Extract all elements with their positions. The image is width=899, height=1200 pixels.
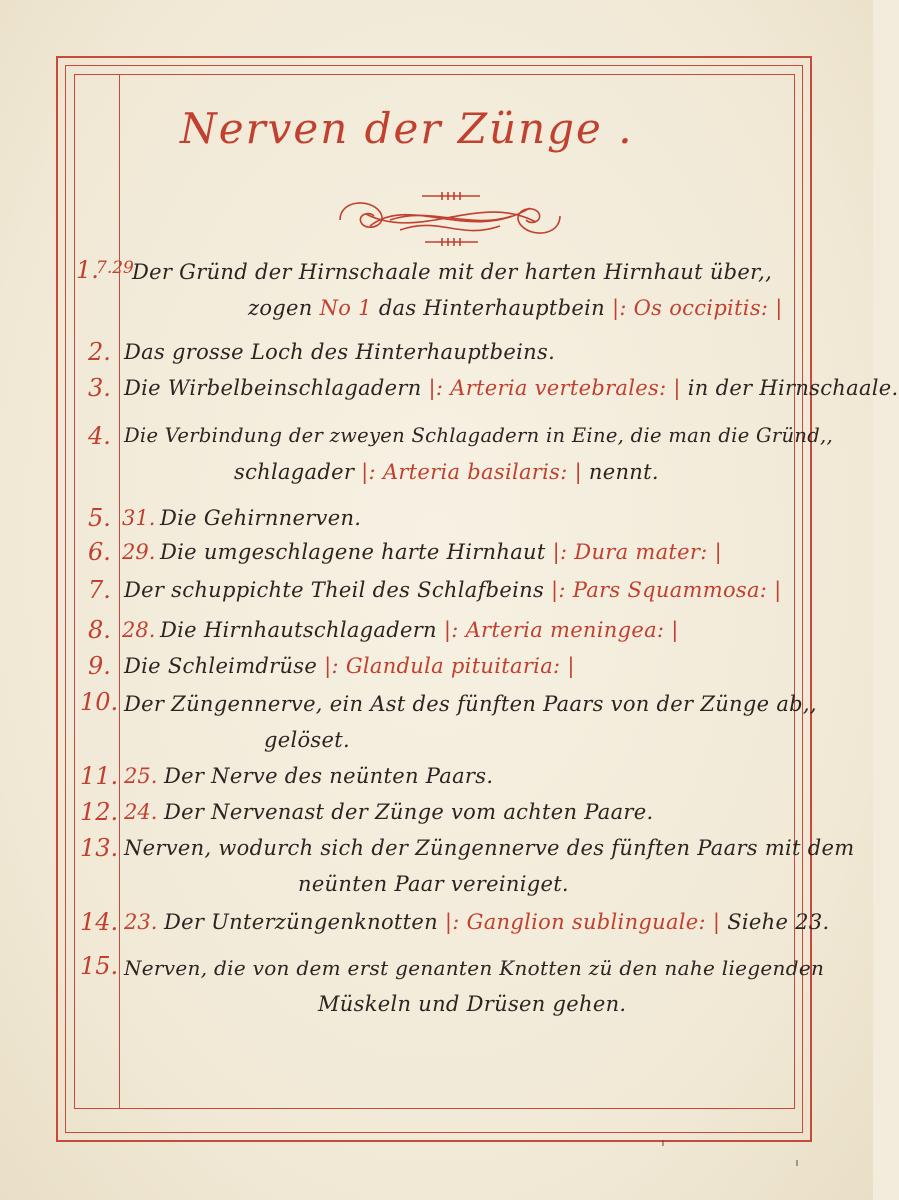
number-reference: No 1 (319, 296, 372, 320)
entry-line (124, 654, 575, 678)
entry-line: Der Züngennerve, ein Ast des fünften Paars von der Zünge ab,, (124, 692, 817, 716)
entry-number: 13. (80, 834, 119, 862)
entry-line: Der Nerve des neünten Paars. (164, 764, 494, 788)
entry-line (160, 540, 722, 564)
figure-reference: 24. (124, 800, 158, 824)
entry-text: Siehe 23. (720, 910, 830, 934)
entry-line: Das grosse Loch des Hinterhauptbeins. (124, 340, 556, 364)
paper-speck (662, 1140, 664, 1146)
entry-line: Nerven, wodurch sich der Züngennerve des fünften Paars mit dem (124, 836, 855, 860)
entry-text: in der Hirnschaale. (680, 376, 899, 400)
figure-reference: 29. (122, 540, 156, 564)
entry-line (234, 460, 659, 484)
entry-number: 6. (88, 538, 111, 566)
entry-number: 8. (88, 616, 111, 644)
entry-number: 4. (88, 422, 111, 450)
entry-line: neünten Paar vereiniget. (298, 872, 569, 896)
entry-text: Der Unterzüngenknotten (164, 910, 445, 934)
calligraphic-flourish (330, 186, 570, 250)
entry-text: Die Hirnhautschlagadern (160, 618, 444, 642)
latin-term: |: Arteria meningea: | (443, 618, 679, 642)
page-title: Nerven der Zünge . (180, 104, 634, 153)
entry-line: Müskeln und Drüsen gehen. (318, 992, 627, 1016)
entry-text: Die Schleimdrüse (124, 654, 325, 678)
latin-term: |: Dura mater: | (552, 540, 722, 564)
entry-text: Der schuppichte Theil des Schlafbeins (124, 578, 552, 602)
entry-line (164, 910, 829, 934)
entry-number: 7. (88, 576, 111, 604)
entry-number: 10. (80, 688, 119, 716)
entry-text: nennt. (581, 460, 659, 484)
entry-line: Der Gründ der Hirnschaale mit der harten Hirnhaut über,, (132, 260, 773, 284)
entry-line: Die Gehirnnerven. (160, 506, 362, 530)
entry-line: Nerven, die von dem erst genanten Knotten zü den nahe liegenden (124, 956, 825, 980)
entry-number: 11. (80, 762, 119, 790)
entry-line: gelöset. (264, 728, 350, 752)
entry-number: 2. (88, 338, 111, 366)
entry-number: 3. (88, 374, 111, 402)
entry-text: Die umgeschlagene harte Hirnhaut (160, 540, 553, 564)
entry-line (160, 618, 679, 642)
latin-term: |: Arteria vertebrales: | (428, 376, 681, 400)
figure-reference: 7.29 (96, 258, 134, 278)
latin-term: |: Glandula pituitaria: | (324, 654, 575, 678)
entry-number: 9. (88, 652, 111, 680)
entry-number: 15. (80, 952, 119, 980)
entry-text: das Hinterhauptbein (371, 296, 612, 320)
entry-line (248, 296, 783, 320)
figure-reference: 25. (124, 764, 158, 788)
paper-speck (796, 1160, 798, 1166)
top-rule (74, 74, 794, 75)
figure-reference: 31. (122, 506, 156, 530)
entry-line: Die Verbindung der zweyen Schlagadern in Eine, die man die Gründ,, (124, 424, 834, 447)
entry-text: zogen (248, 296, 320, 320)
bottom-rule (74, 1108, 794, 1109)
entry-number: 12. (80, 798, 119, 826)
entry-number: 5. (88, 504, 111, 532)
latin-term: |: Pars Squammosa: | (551, 578, 782, 602)
figure-reference: 23. (124, 910, 158, 934)
entry-number: 14. (80, 908, 119, 936)
entry-line (124, 376, 899, 400)
figure-reference: 28. (122, 618, 156, 642)
entry-text: schlagader (234, 460, 362, 484)
latin-term: |: Os occipitis: | (611, 296, 783, 320)
entry-text: Die Wirbelbeinschlagadern (124, 376, 429, 400)
entry-line: Der Nervenast der Zünge vom achten Paare. (164, 800, 654, 824)
entry-number: 1. (76, 256, 99, 284)
margin-rule-right (794, 74, 795, 1109)
latin-term: |: Ganglion sublinguale: | (444, 910, 721, 934)
margin-rule-number-column (119, 74, 120, 1109)
entry-line (124, 578, 782, 602)
latin-term: |: Arteria basilaris: | (361, 460, 582, 484)
margin-rule-left (74, 74, 75, 1109)
